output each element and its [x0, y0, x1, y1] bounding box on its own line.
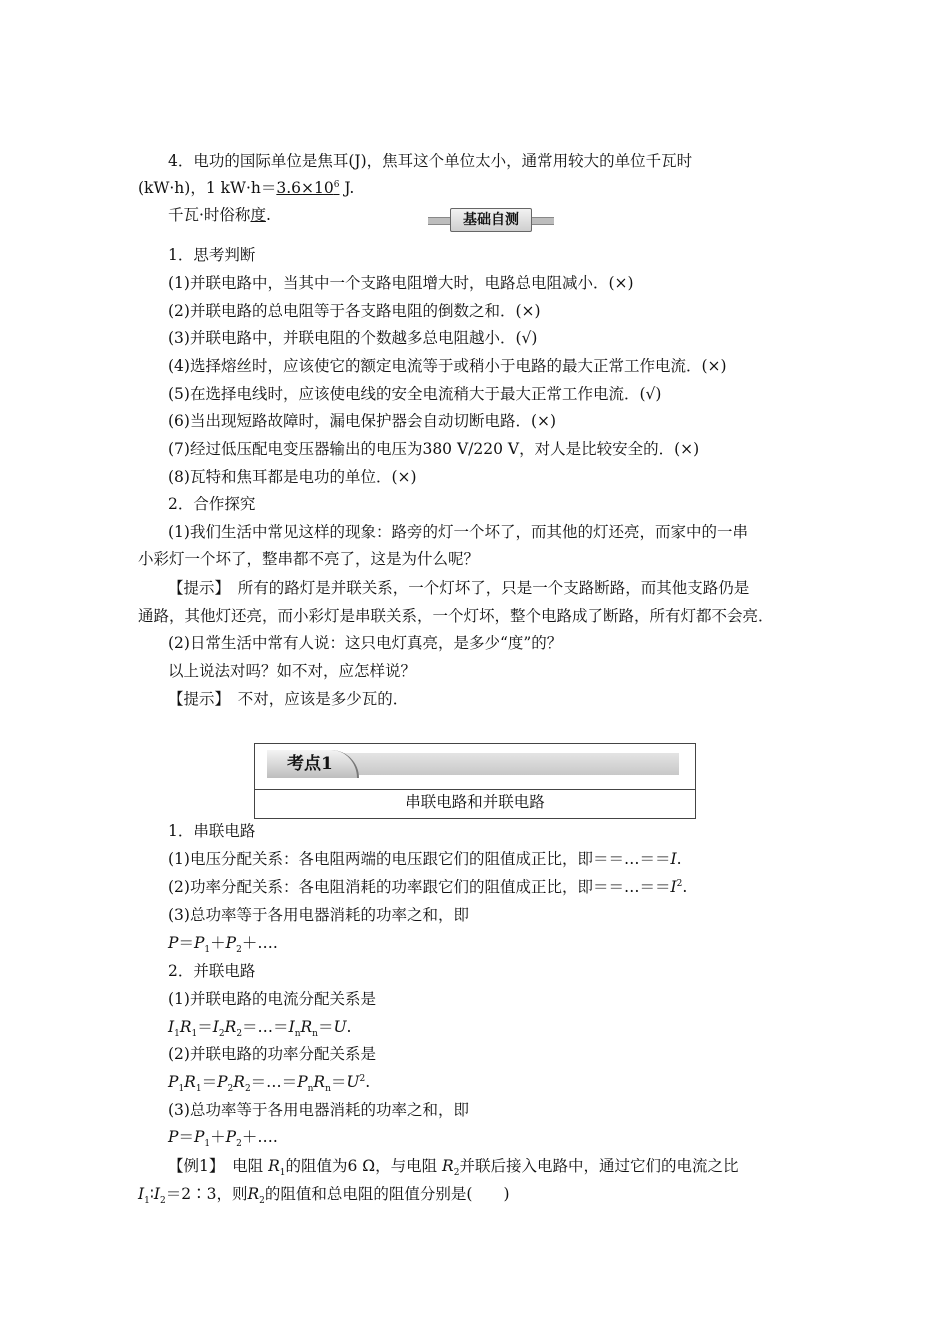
judgement-item: (4)选择熔丝时，应该使它的额定电流等于或稍小于电路的最大正常工作电流．(×) — [168, 357, 727, 375]
question-1-line2: 小彩灯一个坏了，整串都不亮了，这是为什么呢？ — [138, 550, 480, 568]
heading-series: 1．串联电路 — [168, 822, 256, 840]
section-banner — [428, 208, 554, 232]
parallel-current: (1)并联电路的电流分配关系是 — [168, 990, 376, 1008]
paragraph-5: 千瓦·时俗称度. — [168, 206, 271, 224]
question-1-line1: (1)我们生活中常见这样的现象：路旁的灯一个坏了，而其他的灯还亮，而家中的一串 — [168, 523, 748, 541]
judgement-item: (7)经过低压配电变压器输出的电压为380 V/220 V，对人是比较安全的．(×) — [168, 440, 700, 458]
kaodian-title: 串联电路和并联电路 — [405, 793, 545, 811]
hint-2: 【提示】 不对，应该是多少瓦的． — [168, 690, 409, 708]
parallel-formula: $P=P_1+P_2+\dots$. — [168, 1128, 278, 1150]
series-total-power: (3)总功率等于各用电器消耗的功率之和，即 — [168, 906, 469, 924]
question-2-line2: 以上说法对吗？如不对，应怎样说？ — [168, 662, 417, 680]
series-voltage: (1)电压分配关系：各电阻两端的电压跟它们的阻值成正比，即＝＝…＝＝I. — [168, 850, 682, 868]
parallel-power: (2)并联电路的功率分配关系是 — [168, 1045, 376, 1063]
example-1-line2: $I_1∶I_2=2∶3$，则$R_2$的阻值和总电阻的阻值分别是( ) — [138, 1185, 510, 1207]
judgement-item: (1)并联电路中，当其中一个支路电阻增大时，电路总电阻减小．(×) — [168, 274, 634, 292]
judgement-item: (6)当出现短路故障时，漏电保护器会自动切断电路．(×) — [168, 412, 557, 430]
heading-cooperation: 2．合作探究 — [168, 495, 256, 513]
parallel-current-formula: $I_1R_1=I_2R_2=\dots=I_nR_n=U$. — [168, 1018, 352, 1040]
judgement-item: (3)并联电路中，并联电阻的个数越多总电阻越小．(√) — [168, 329, 538, 347]
judgement-item: (5)在选择电线时，应该使电线的安全电流稍大于最大正常工作电流．(√) — [168, 385, 662, 403]
hint-1-line2: 通路，其他灯还亮，而小彩灯是串联关系，一个灯坏，整个电路成了断路，所有灯都不会亮． — [138, 607, 774, 625]
heading-parallel: 2．并联电路 — [168, 962, 256, 980]
judgement-item: (2)并联电路的总电阻等于各支路电阻的倒数之和．(×) — [168, 302, 541, 320]
kaodian-box — [254, 743, 696, 819]
series-formula: $P=P_1+P_2+\dots$. — [168, 934, 278, 956]
kaodian-label: 考点1 — [267, 750, 359, 778]
hint-1-line1: 【提示】 所有的路灯是并联关系，一个灯坏了，只是一个支路断路，而其他支路仍是 — [168, 579, 750, 597]
answer-blank: 度 — [250, 206, 266, 224]
parallel-power-formula: $P_1R_1=P_2R_2=\dots=P_nR_n=U^2$. — [168, 1073, 371, 1095]
judgement-item: (8)瓦特和焦耳都是电功的单位．(×) — [168, 468, 417, 486]
paragraph-4-line1: 4．电功的国际单位是焦耳(J)，焦耳这个单位太小，通常用较大的单位千瓦时 — [168, 152, 693, 170]
section-banner-label: 基础自测 — [450, 208, 532, 232]
answer-blank: $3.6\times 10^6$ — [276, 179, 340, 197]
heading-judgement: 1．思考判断 — [168, 246, 256, 264]
paragraph-4-line2: (kW·h)，1 $kW\cdot h=3.6\times 10^6$ J. — [138, 179, 355, 197]
example-1-line1: 【例1】 电阻 $R_1$的阻值为6 Ω，与电阻 $R_2$并联后接入电路中，通过它们的电流之比 — [168, 1157, 739, 1179]
parallel-total-power: (3)总功率等于各用电器消耗的功率之和，即 — [168, 1101, 469, 1119]
series-power: (2)功率分配关系：各电阻消耗的功率跟它们的阻值成正比，即$==\dots==I^2$. — [168, 878, 688, 896]
question-2-line1: (2)日常生活中常有人说：这只电灯真亮，是多少“度”的？ — [168, 634, 563, 652]
